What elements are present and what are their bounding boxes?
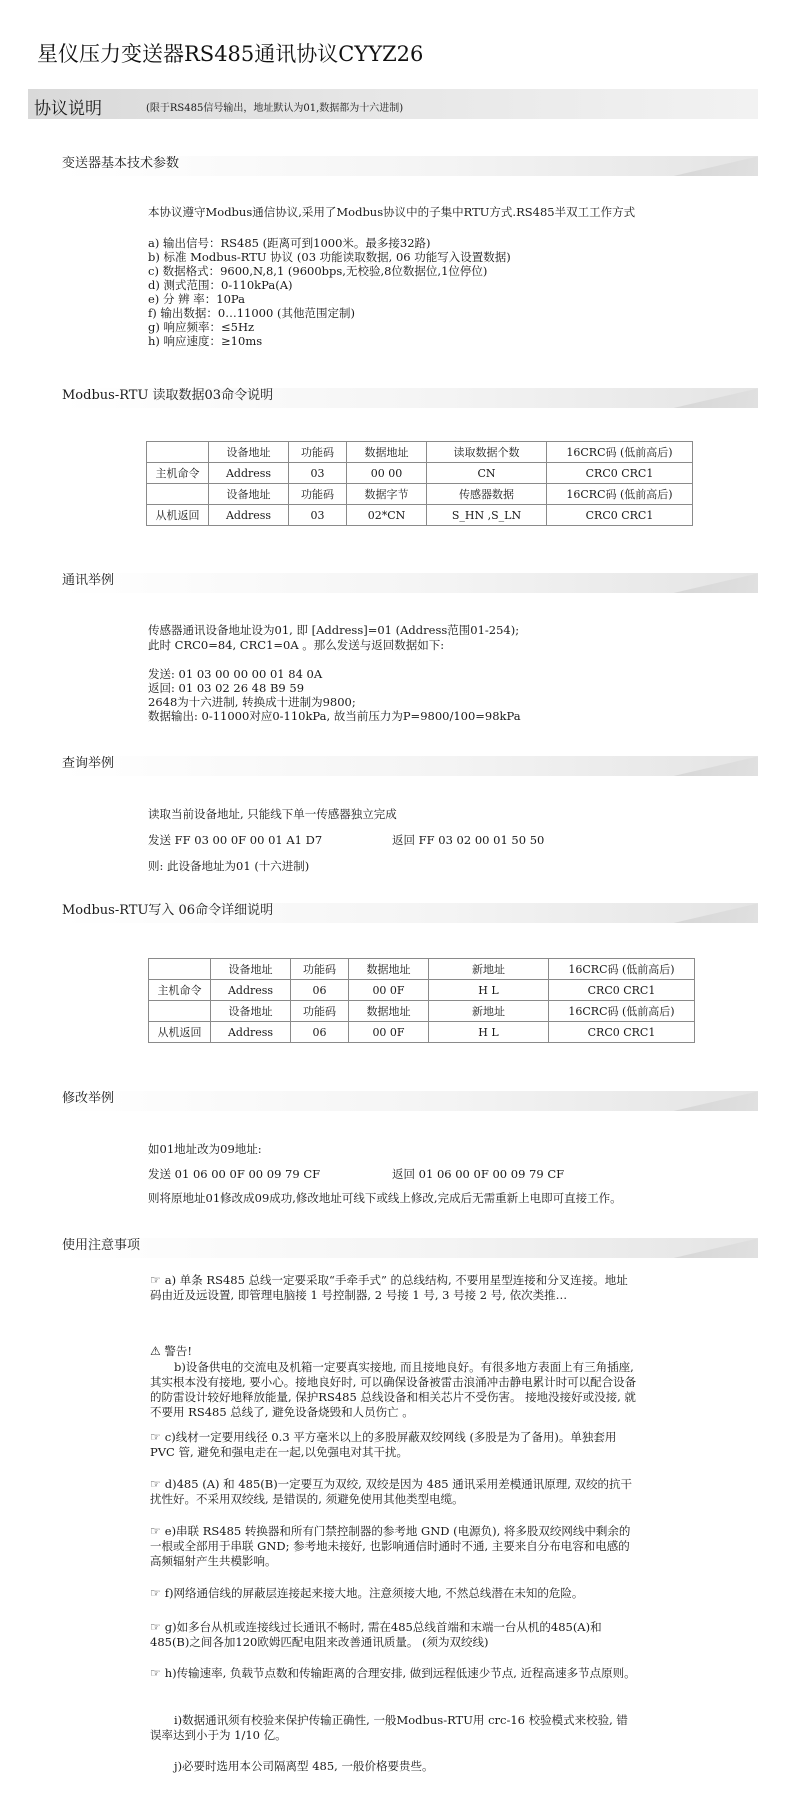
- comm-line: 返回: 01 03 02 26 48 B9 59: [148, 681, 305, 695]
- modify-return: 返回 01 06 00 0F 00 09 79 CF: [392, 1167, 565, 1181]
- section-title: 修改举例: [62, 1091, 115, 1106]
- note-text: h)传输速率, 负载节点数和传输距离的合理安排, 做到远程低速少节点, 近程高速多节点原则。: [164, 1666, 636, 1680]
- section-comm-example: [62, 565, 758, 593]
- table-cell: H L: [429, 1022, 549, 1043]
- table-cell: [147, 484, 209, 505]
- modify-line: 则将原地址01修改成09成功,修改地址可线下或线上修改,完成后无需重新上电即可直接工作。: [148, 1191, 622, 1205]
- note-text: d)485 (A) 和 485(B)一定要互为双绞, 双绞是因为 485 通讯采用差模通讯原理, 双绞的抗干扰性好。不采用双绞线, 是错误的, 须避免使用其他类型电缆。: [150, 1477, 633, 1506]
- note-g: [150, 1620, 638, 1650]
- table-cell: Address: [211, 1022, 291, 1043]
- table-cell: 设备地址: [209, 484, 289, 505]
- note-text: f)网络通信线的屏蔽层连接起来接大地。注意须接大地, 不然总线潜在未知的危险。: [164, 1586, 584, 1600]
- table-cell: CRC0 CRC1: [547, 505, 693, 526]
- table-cell: 传感器数据: [427, 484, 547, 505]
- note-text: c)线材一定要用线径 0.3 平方毫米以上的多股屏蔽双绞网线 (多股是为了备用)。单独套用PVC 管, 避免和强电走在一起,以免强电对其干扰。: [150, 1430, 617, 1459]
- section-title: 变送器基本技术参数: [62, 156, 180, 171]
- table-cell: 16CRC码 (低前高后): [549, 1001, 695, 1022]
- note-f: [150, 1586, 638, 1601]
- param-line: a) 输出信号：RS485 (距离可到1000米。最多接32路): [148, 236, 431, 250]
- note-h: [150, 1666, 638, 1681]
- table-cell: 主机命令: [147, 463, 209, 484]
- table-row: [147, 505, 693, 526]
- pointing-hand-icon: ☞: [150, 1666, 161, 1680]
- param-line: d) 测式范围：0-110kPa(A): [148, 278, 293, 292]
- table-cell: 数据地址: [347, 442, 427, 463]
- comm-line: 发送: 01 03 00 00 00 01 84 0A: [148, 667, 323, 681]
- comm-line: 2648为十六进制, 转换成十进制为9800;: [148, 695, 356, 709]
- tech-intro: 本协议遵守Modbus通信协议,采用了Modbus协议中的子集中RTU方式.RS485半双工工作方式: [148, 205, 636, 219]
- protocol-subtitle: (限于RS485信号输出，地址默认为01,数据都为十六进制): [146, 103, 404, 114]
- pointing-hand-icon: ☞: [150, 1620, 161, 1634]
- table-row: [149, 1022, 695, 1043]
- note-e: [150, 1524, 638, 1569]
- param-line: f) 输出数据：0…11000 (其他范围定制): [148, 306, 355, 320]
- table-row: [149, 1001, 695, 1022]
- table-cell: 功能码: [291, 1001, 349, 1022]
- table-cell: 06: [291, 980, 349, 1001]
- table-cell: 02*CN: [347, 505, 427, 526]
- note-b: b)设备供电的交流电及机箱一定要真实接地, 而且接地良好。有很多地方表面上有三角插座, 其实根本没有接地, 要小心。接地良好时, 可以确保设备被雷击浪涌冲击静电累计时可以配合设备的防雷设计较好地释放能量, 保护RS485 总线设备和相关芯片不受伤害。 接地没接好或没接, 就不要用 RS485 总线了, 避免设备烧毁和人员伤亡 。: [150, 1360, 637, 1419]
- pointing-hand-icon: ☞: [150, 1430, 161, 1444]
- table-cell: S_HN ,S_LN: [427, 505, 547, 526]
- table-cell: 00 0F: [349, 1022, 429, 1043]
- pointing-hand-icon: ☞: [150, 1273, 161, 1287]
- pointing-hand-icon: ☞: [150, 1586, 161, 1600]
- table-cell: 00 00: [347, 463, 427, 484]
- table-cell: Address: [209, 463, 289, 484]
- param-line: b) 标准 Modbus-RTU 协议 (03 功能读取数据, 06 功能写入设置数据): [148, 250, 511, 264]
- section-title: Modbus-RTU写入 06命令详细说明: [62, 903, 274, 918]
- table-cell: CRC0 CRC1: [549, 1022, 695, 1043]
- table-cell: 从机返回: [147, 505, 209, 526]
- comm-line: 传感器通讯设备地址设为01, 即 [Address]=01 (Address范围01-254);: [148, 623, 520, 637]
- note-j: j)必要时选用本公司隔离型 485, 一般价格要贵些。: [174, 1759, 434, 1773]
- note-d: [150, 1477, 638, 1507]
- note-text: g)如多台从机或连接线过长通讯不畅时, 需在485总线首端和末端一台从机的485(A)和485(B)之间各加120欧姆匹配电阻来改善通讯质量。 (须为双绞线): [150, 1620, 602, 1649]
- section-tech-params: [62, 148, 758, 176]
- table-cell: [149, 959, 211, 980]
- section-title: 查询举例: [62, 756, 115, 771]
- pointing-hand-icon: ☞: [150, 1477, 161, 1491]
- table-cell: H L: [429, 980, 549, 1001]
- section-title: Modbus-RTU 读取数据03命令说明: [62, 388, 274, 403]
- table-cell: 06: [291, 1022, 349, 1043]
- protocol-title: 协议说明: [34, 99, 102, 119]
- read03-table: [146, 441, 693, 526]
- query-send: 发送 FF 03 00 0F 00 01 A1 D7: [148, 833, 323, 847]
- param-line: g) 响应频率：≤5Hz: [148, 320, 255, 334]
- table-cell: 03: [289, 463, 347, 484]
- table-cell: 读取数据个数: [427, 442, 547, 463]
- note-text: e)串联 RS485 转换器和所有门禁控制器的参考地 GND (电源负), 将多股双绞网线中剩余的一根或全部用于串联 GND; 参考地未接好, 也影响通信时通时不通, 主要来自分布电容和电感的高频辐射产生共模影响。: [150, 1524, 631, 1568]
- table-cell: 功能码: [289, 442, 347, 463]
- param-line: e) 分 辨 率：10Pa: [148, 292, 245, 306]
- pointing-hand-icon: ☞: [150, 1524, 161, 1538]
- warning-line: [150, 1344, 192, 1358]
- note-a: [150, 1273, 638, 1303]
- modify-send: 发送 01 06 00 0F 00 09 79 CF: [148, 1167, 321, 1181]
- table-cell: 主机命令: [149, 980, 211, 1001]
- table-row: [149, 959, 695, 980]
- table-cell: 00 0F: [349, 980, 429, 1001]
- modify-line: 如01地址改为09地址:: [148, 1142, 262, 1156]
- table-cell: Address: [211, 980, 291, 1001]
- table-cell: 16CRC码 (低前高后): [549, 959, 695, 980]
- table-cell: 功能码: [289, 484, 347, 505]
- note-c: [150, 1430, 638, 1460]
- table-cell: 16CRC码 (低前高后): [547, 442, 693, 463]
- param-line: c) 数据格式：9600,N,8,1 (9600bps,无校验,8位数据位,1位停位): [148, 264, 488, 278]
- section-title: 使用注意事项: [62, 1238, 141, 1253]
- protocol-header: [28, 89, 758, 119]
- table-cell: 数据地址: [349, 1001, 429, 1022]
- table-cell: CRC0 CRC1: [549, 980, 695, 1001]
- section-notes: [62, 1230, 758, 1258]
- table-cell: 16CRC码 (低前高后): [547, 484, 693, 505]
- query-return: 返回 FF 03 02 00 01 50 50: [392, 833, 545, 847]
- table-cell: CN: [427, 463, 547, 484]
- table-row: [149, 980, 695, 1001]
- table-cell: 数据地址: [349, 959, 429, 980]
- table-cell: CRC0 CRC1: [547, 463, 693, 484]
- query-line: 读取当前设备地址, 只能线下单一传感器独立完成: [148, 807, 397, 821]
- section-modify-example: [62, 1083, 758, 1111]
- table-cell: 设备地址: [209, 442, 289, 463]
- table-cell: 功能码: [291, 959, 349, 980]
- table-cell: 03: [289, 505, 347, 526]
- write06-table: [148, 958, 695, 1043]
- table-row: [147, 463, 693, 484]
- warning-icon: ⚠: [150, 1344, 161, 1358]
- table-row: [147, 442, 693, 463]
- table-cell: 新地址: [429, 1001, 549, 1022]
- table-cell: [147, 442, 209, 463]
- table-row: [147, 484, 693, 505]
- table-cell: 从机返回: [149, 1022, 211, 1043]
- table-cell: 设备地址: [211, 1001, 291, 1022]
- note-i: i)数据通讯须有校验来保护传输正确性, 一般Modbus-RTU用 crc-16 校验模式来校验, 错误率达到小于为 1/10 亿。: [150, 1713, 628, 1742]
- table-cell: 新地址: [429, 959, 549, 980]
- table-cell: 数据字节: [347, 484, 427, 505]
- comm-line: 数据输出: 0-11000对应0-110kPa, 故当前压力为P=9800/100=98kPa: [148, 709, 521, 723]
- section-read03: [62, 380, 758, 408]
- table-cell: 设备地址: [211, 959, 291, 980]
- query-line: 则: 此设备地址为01 (十六进制): [148, 859, 310, 873]
- section-write06: [62, 895, 758, 923]
- note-text: a) 单条 RS485 总线一定要采取“手牵手式” 的总线结构, 不要用星型连接和分叉连接。地址码由近及远设置, 即管理电脑接 1 号控制器, 2 号接 1 号, 3 号接 2 号, 依次类推…: [150, 1273, 628, 1302]
- table-cell: [149, 1001, 211, 1022]
- table-cell: Address: [209, 505, 289, 526]
- comm-line: 此时 CRC0=84, CRC1=0A 。那么发送与返回数据如下:: [148, 638, 445, 652]
- page-title: 星仪压力变送器RS485通讯协议CYYZ26: [37, 42, 424, 66]
- param-line: h) 响应速度：≥10ms: [148, 334, 263, 348]
- section-query-example: [62, 748, 758, 776]
- warning-text: 警告!: [164, 1344, 193, 1358]
- section-title: 通讯举例: [62, 573, 115, 588]
